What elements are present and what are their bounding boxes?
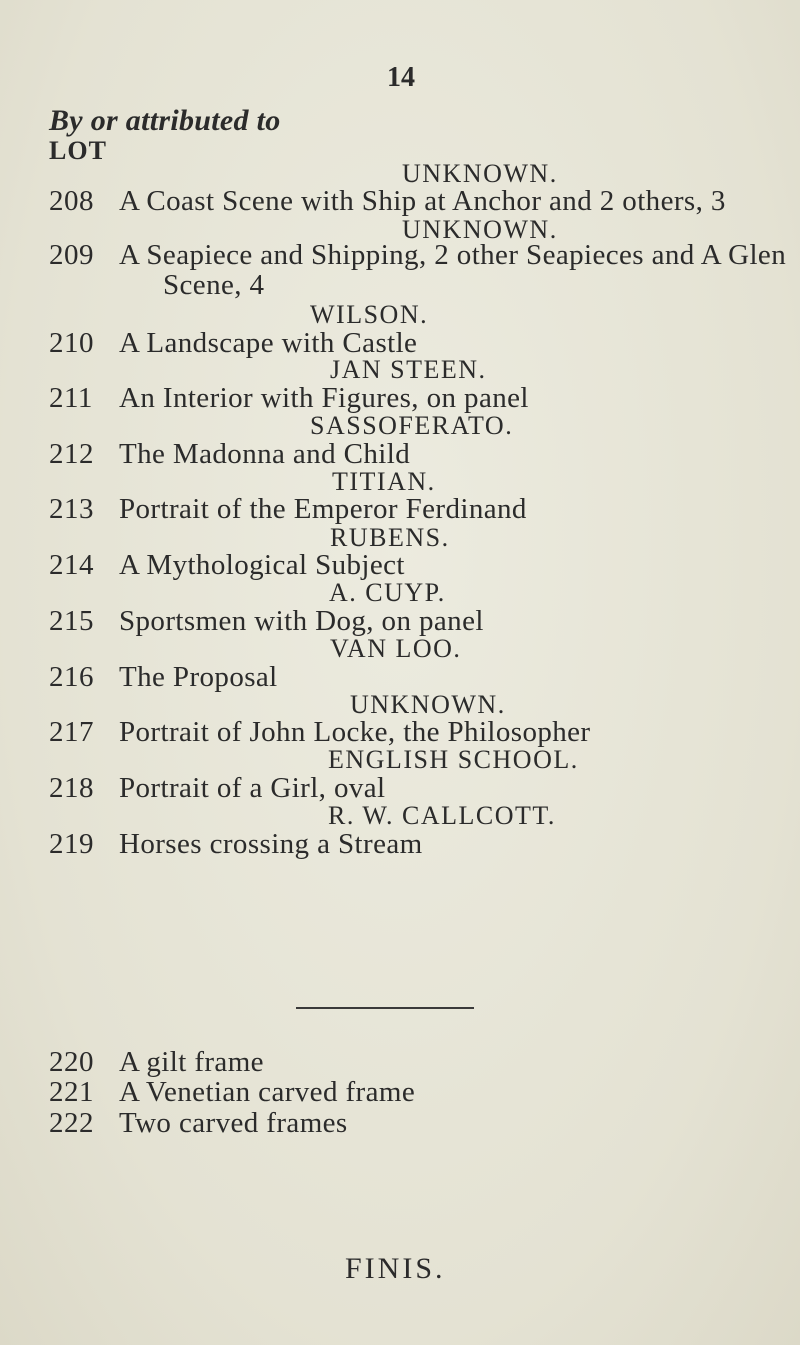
artist-name: R. W. CALLCOTT. [328, 801, 556, 830]
artist-name: WILSON. [310, 300, 429, 329]
lot-title: Portrait of a Girl, oval [119, 772, 386, 804]
lot-title: A Venetian carved frame [119, 1076, 416, 1108]
lot-title-continuation: Scene, 4 [163, 269, 265, 301]
lot-number: 214 [49, 549, 94, 581]
lot-number: 222 [49, 1107, 94, 1139]
lot-title: The Proposal [119, 661, 278, 693]
lot-number: 209 [49, 239, 94, 271]
lot-number: 213 [49, 493, 94, 525]
artist-name: SASSOFERATO. [310, 411, 514, 440]
lot-number: 215 [49, 605, 94, 637]
lot-number: 212 [49, 438, 94, 470]
artist-name: A. CUYP. [329, 578, 446, 607]
artist-name: UNKNOWN. [402, 215, 558, 244]
lot-title: A Landscape with Castle [119, 327, 418, 359]
lot-title: A Coast Scene with Ship at Anchor and 2 others, 3 [119, 185, 726, 217]
lot-number: 221 [49, 1076, 94, 1108]
lot-number: 220 [49, 1046, 94, 1078]
artist-name: UNKNOWN. [402, 159, 558, 188]
finis-text: FINIS. [345, 1252, 446, 1285]
lot-number: 219 [49, 828, 94, 860]
lot-title: Two carved frames [119, 1107, 348, 1139]
section-heading: By or attributed to [49, 104, 281, 137]
lot-column-label: LOT [49, 136, 107, 165]
artist-name: JAN STEEN. [330, 355, 487, 384]
lot-number: 208 [49, 185, 94, 217]
page-number: 14 [387, 62, 415, 93]
lot-number: 218 [49, 772, 94, 804]
lot-title: Horses crossing a Stream [119, 828, 423, 860]
lot-title: A Mythological Subject [119, 549, 405, 581]
lot-title: A gilt frame [119, 1046, 264, 1078]
lot-title: The Madonna and Child [119, 438, 411, 470]
artist-name: TITIAN. [332, 467, 436, 496]
lot-title: Portrait of John Locke, the Philosopher [119, 716, 591, 748]
lot-title: Sportsmen with Dog, on panel [119, 605, 484, 637]
lot-number: 210 [49, 327, 94, 359]
lot-title: A Seapiece and Shipping, 2 other Seapieces and A Glen [119, 239, 787, 271]
section-divider [296, 1007, 474, 1009]
artist-name: VAN LOO. [330, 634, 462, 663]
lot-number: 217 [49, 716, 94, 748]
artist-name: UNKNOWN. [350, 690, 506, 719]
lot-number: 211 [49, 382, 93, 414]
lot-title: An Interior with Figures, on panel [119, 382, 529, 414]
artist-name: ENGLISH SCHOOL. [328, 745, 579, 774]
artist-name: RUBENS. [330, 523, 450, 552]
lot-title: Portrait of the Emperor Ferdinand [119, 493, 527, 525]
lot-number: 216 [49, 661, 94, 693]
